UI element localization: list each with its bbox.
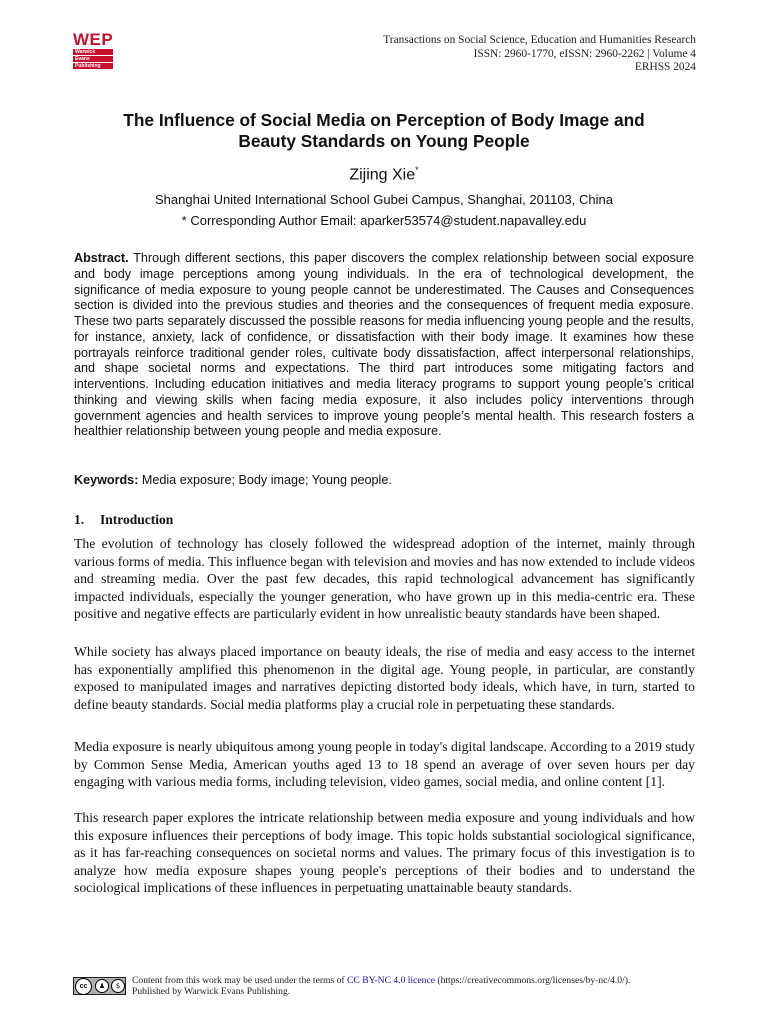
section-number: 1.: [74, 512, 85, 527]
cc-license-badge[interactable]: [73, 977, 126, 995]
section-title: Introduction: [100, 512, 174, 527]
publisher-note: Published by Warwick Evans Publishing.: [132, 986, 291, 997]
paper-title: [74, 110, 694, 152]
cc-icon: cc: [75, 978, 92, 995]
license-text-before: Content from this work may be used under the terms of: [132, 975, 345, 986]
license-text-after: (https://creativecommons.org/licenses/by-nc/4.0/).: [437, 975, 631, 986]
logo-line-2: Evans: [73, 56, 113, 62]
intro-paragraph-3: Media exposure is nearly ubiquitous among young people in today's digital landscape. According to a 2019 study by Common Sense Media, American youths aged 13 to 18 spend an average of over seven hours per day engaging with various media forms, including television, video games, social media, and online content [1].: [74, 739, 695, 790]
affiliation: Shanghai United International School Gubei Campus, Shanghai, 201103, China: [155, 192, 613, 207]
intro-paragraph-2: While society has always placed importance on beauty ideals, the rise of media and easy access to the internet has exponentially amplified this phenomenon in the digital age. Young people, in particular, are constantly exposed to manipulated images and narratives depicting distorted body ideals, which have, in turn, started to define beauty standards. Social media platforms play a crucial role in perpetuating these standards.: [74, 644, 695, 712]
license-footer: [132, 975, 702, 997]
keywords-text: Media exposure; Body image; Young people.: [141, 473, 392, 487]
keywords-label: Keywords:: [74, 473, 139, 487]
title-line-2: Beauty Standards on Young People: [238, 131, 530, 151]
publisher-logo: [73, 32, 117, 69]
section-heading-introduction: [74, 512, 173, 528]
logo-line-3: Publishing: [73, 63, 113, 69]
intro-paragraph-1: The evolution of technology has closely followed the widespread adoption of the internet, mainly through various forms of media. This influence began with television and movies and has now extended to include videos and streaming media. Over the past few decades, this rapid technological advancement has significantly impacted individuals, especially the younger generation, who have grown up in this media-centric era. These positive and negative effects are particularly evident in how unrealistic beauty standards have been shaped.: [74, 536, 695, 622]
abstract-text: Through different sections, this paper discovers the complex relationship between social exposure and body image perceptions among young individuals. In the era of technological development, the significance of media exposure to young people cannot be underestimated. The Causes and Consequences section is divided into the previous studies and theories and the consequences of frequent media exposure. These two parts separately discussed the possible reasons for media influencing young people and the results, for instance, anxiety, lack of confidence, or dissatisfaction with their body image. It examines how these portrayals reinforce traditional gender roles, cultivate body dissatisfaction, affect interpersonal relationships, and shape societal norms and expectations. The third part introduces some mitigating factors and interventions. Including education initiatives and media literacy programs to support young people’s critical thinking and viewing skills when facing media exposure, it also includes policy interventions through government agencies and health services to improve young people’s mental health. This research fosters a healthier relationship between young people and media exposure.: [74, 251, 694, 439]
license-link[interactable]: CC BY-NC 4.0 licence: [347, 975, 435, 986]
nc-icon: $: [111, 979, 125, 993]
abstract-label: Abstract.: [74, 251, 129, 265]
author: [74, 165, 694, 184]
journal-info: [383, 34, 696, 75]
journal-issn: ISSN: 2960-1770, eISSN: 2960-2262 | Volume 4: [473, 47, 696, 60]
journal-issue: ERHSS 2024: [634, 61, 696, 73]
intro-paragraph-4: This research paper explores the intricate relationship between media exposure and young individuals and how this exposure influences their perceptions of body image. This topic holds substantial sociological significance, as it has far-reaching consequences on societal norms and values. The primary focus of this investigation is to analyze how media exposure shapes young people's perceptions of their bodies and to understand the sociological implications of these influences in perpetuating unattainable beauty standards.: [74, 810, 695, 896]
abstract: [74, 251, 694, 440]
logo-text: WEP: [73, 30, 114, 49]
author-name: Zijing Xie: [349, 166, 416, 184]
by-icon: ♟: [95, 979, 109, 993]
journal-name: Transactions on Social Science, Education and Humanities Research: [383, 34, 696, 46]
keywords: [74, 473, 694, 487]
corresponding-email: * Corresponding Author Email: aparker53574@student.napavalley.edu: [181, 213, 587, 228]
title-line-1: The Influence of Social Media on Perception of Body Image and: [123, 110, 645, 130]
logo-line-1: Warwick: [73, 49, 113, 55]
author-mark: *: [415, 165, 419, 175]
